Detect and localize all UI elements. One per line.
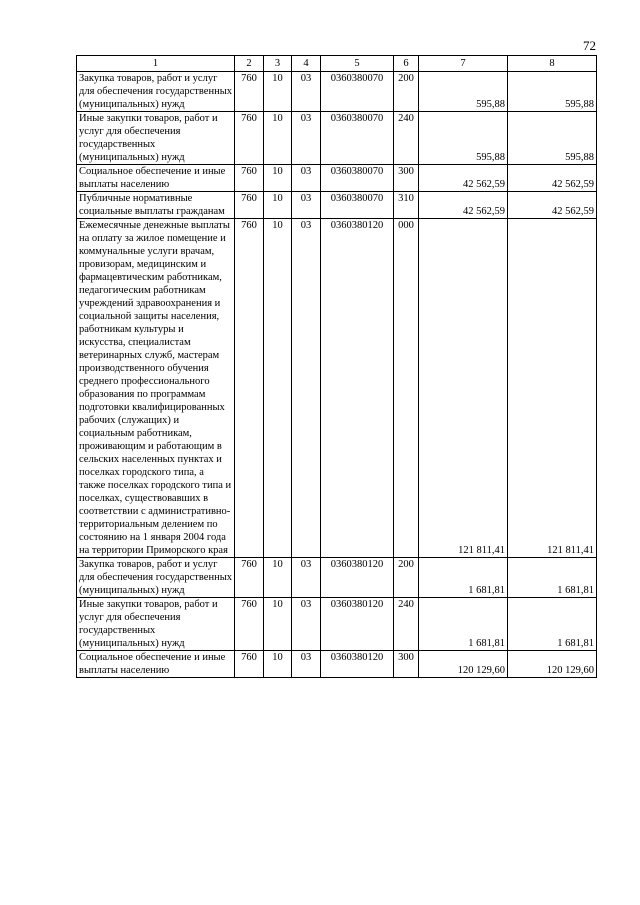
cell-amount-8: 120 129,60 [508,651,597,678]
column-header: 3 [264,56,292,72]
cell-amount-8: 1 681,81 [508,598,597,651]
cell-ministry: 760 [235,651,264,678]
cell-ministry: 760 [235,72,264,112]
cell-amount-7: 1 681,81 [419,598,508,651]
cell-section: 10 [264,165,292,192]
cell-target-article: 0360380120 [321,558,394,598]
cell-expense-type: 300 [394,651,419,678]
cell-target-article: 0360380070 [321,192,394,219]
row-name: Публичные нормативные социальные выплаты гражданам [77,192,235,219]
cell-target-article: 0360380120 [321,219,394,558]
cell-ministry: 760 [235,558,264,598]
row-name: Закупка товаров, работ и услуг для обеспечения государственных (муниципальных) нужд [77,72,235,112]
table-row [77,112,597,165]
column-header: 5 [321,56,394,72]
cell-expense-type: 240 [394,112,419,165]
cell-amount-8: 595,88 [508,72,597,112]
cell-subsection: 03 [292,558,321,598]
cell-amount-8: 1 681,81 [508,558,597,598]
cell-expense-type: 000 [394,219,419,558]
cell-section: 10 [264,219,292,558]
column-header: 8 [508,56,597,72]
cell-amount-8: 595,88 [508,112,597,165]
cell-amount-7: 42 562,59 [419,192,508,219]
cell-target-article: 0360380120 [321,651,394,678]
cell-amount-8: 121 811,41 [508,219,597,558]
cell-target-article: 0360380120 [321,598,394,651]
cell-ministry: 760 [235,112,264,165]
row-name: Социальное обеспечение и иные выплаты населению [77,651,235,678]
cell-subsection: 03 [292,72,321,112]
cell-target-article: 0360380070 [321,112,394,165]
cell-ministry: 760 [235,219,264,558]
cell-section: 10 [264,192,292,219]
cell-amount-7: 1 681,81 [419,558,508,598]
cell-expense-type: 200 [394,558,419,598]
table-row [77,192,597,219]
row-name: Ежемесячные денежные выплаты на оплату за жилое помещение и коммунальные услуги врачам, провизорам, медицинским и фармацевтическим работникам, педагогическим работникам учреждений здравоохранения и социальной защиты населения, работникам культуры и искусства, специалистам ветеринарных служб, мастерам производственного обучения среднего профессионального образования по программам подготовки квалифицированных рабочих (служащих) и социальным работникам, проживающим и работающим в сельских населенных пунктах и поселках городского типа, а также поселках городского типа и поселках, существовавших в соответствии с административно-территориальным делением по состоянию на 1 января 2004 года на территории Приморского края [77,219,235,558]
cell-section: 10 [264,558,292,598]
cell-amount-7: 42 562,59 [419,165,508,192]
column-header: 7 [419,56,508,72]
cell-expense-type: 310 [394,192,419,219]
row-name: Социальное обеспечение и иные выплаты населению [77,165,235,192]
cell-target-article: 0360380070 [321,72,394,112]
table-row [77,219,597,558]
row-name: Закупка товаров, работ и услуг для обеспечения государственных (муниципальных) нужд [77,558,235,598]
cell-section: 10 [264,112,292,165]
row-name: Иные закупки товаров, работ и услуг для обеспечения государственных (муниципальных) нужд [77,598,235,651]
table-row [77,72,597,112]
cell-expense-type: 200 [394,72,419,112]
column-header: 4 [292,56,321,72]
cell-amount-7: 121 811,41 [419,219,508,558]
cell-ministry: 760 [235,165,264,192]
cell-ministry: 760 [235,192,264,219]
cell-subsection: 03 [292,219,321,558]
cell-section: 10 [264,651,292,678]
table-row [77,651,597,678]
table-row [77,558,597,598]
cell-subsection: 03 [292,165,321,192]
cell-expense-type: 300 [394,165,419,192]
cell-amount-7: 120 129,60 [419,651,508,678]
budget-table [76,55,597,678]
row-name: Иные закупки товаров, работ и услуг для обеспечения государственных (муниципальных) нужд [77,112,235,165]
column-header: 2 [235,56,264,72]
cell-subsection: 03 [292,651,321,678]
cell-subsection: 03 [292,598,321,651]
page-number: 72 [583,38,596,53]
cell-subsection: 03 [292,112,321,165]
cell-expense-type: 240 [394,598,419,651]
cell-section: 10 [264,72,292,112]
column-header: 1 [77,56,235,72]
cell-ministry: 760 [235,598,264,651]
cell-target-article: 0360380070 [321,165,394,192]
cell-amount-7: 595,88 [419,112,508,165]
cell-section: 10 [264,598,292,651]
cell-amount-8: 42 562,59 [508,165,597,192]
table-header-row [77,56,597,72]
column-header: 6 [394,56,419,72]
cell-amount-8: 42 562,59 [508,192,597,219]
table-row [77,165,597,192]
cell-subsection: 03 [292,192,321,219]
table-row [77,598,597,651]
cell-amount-7: 595,88 [419,72,508,112]
